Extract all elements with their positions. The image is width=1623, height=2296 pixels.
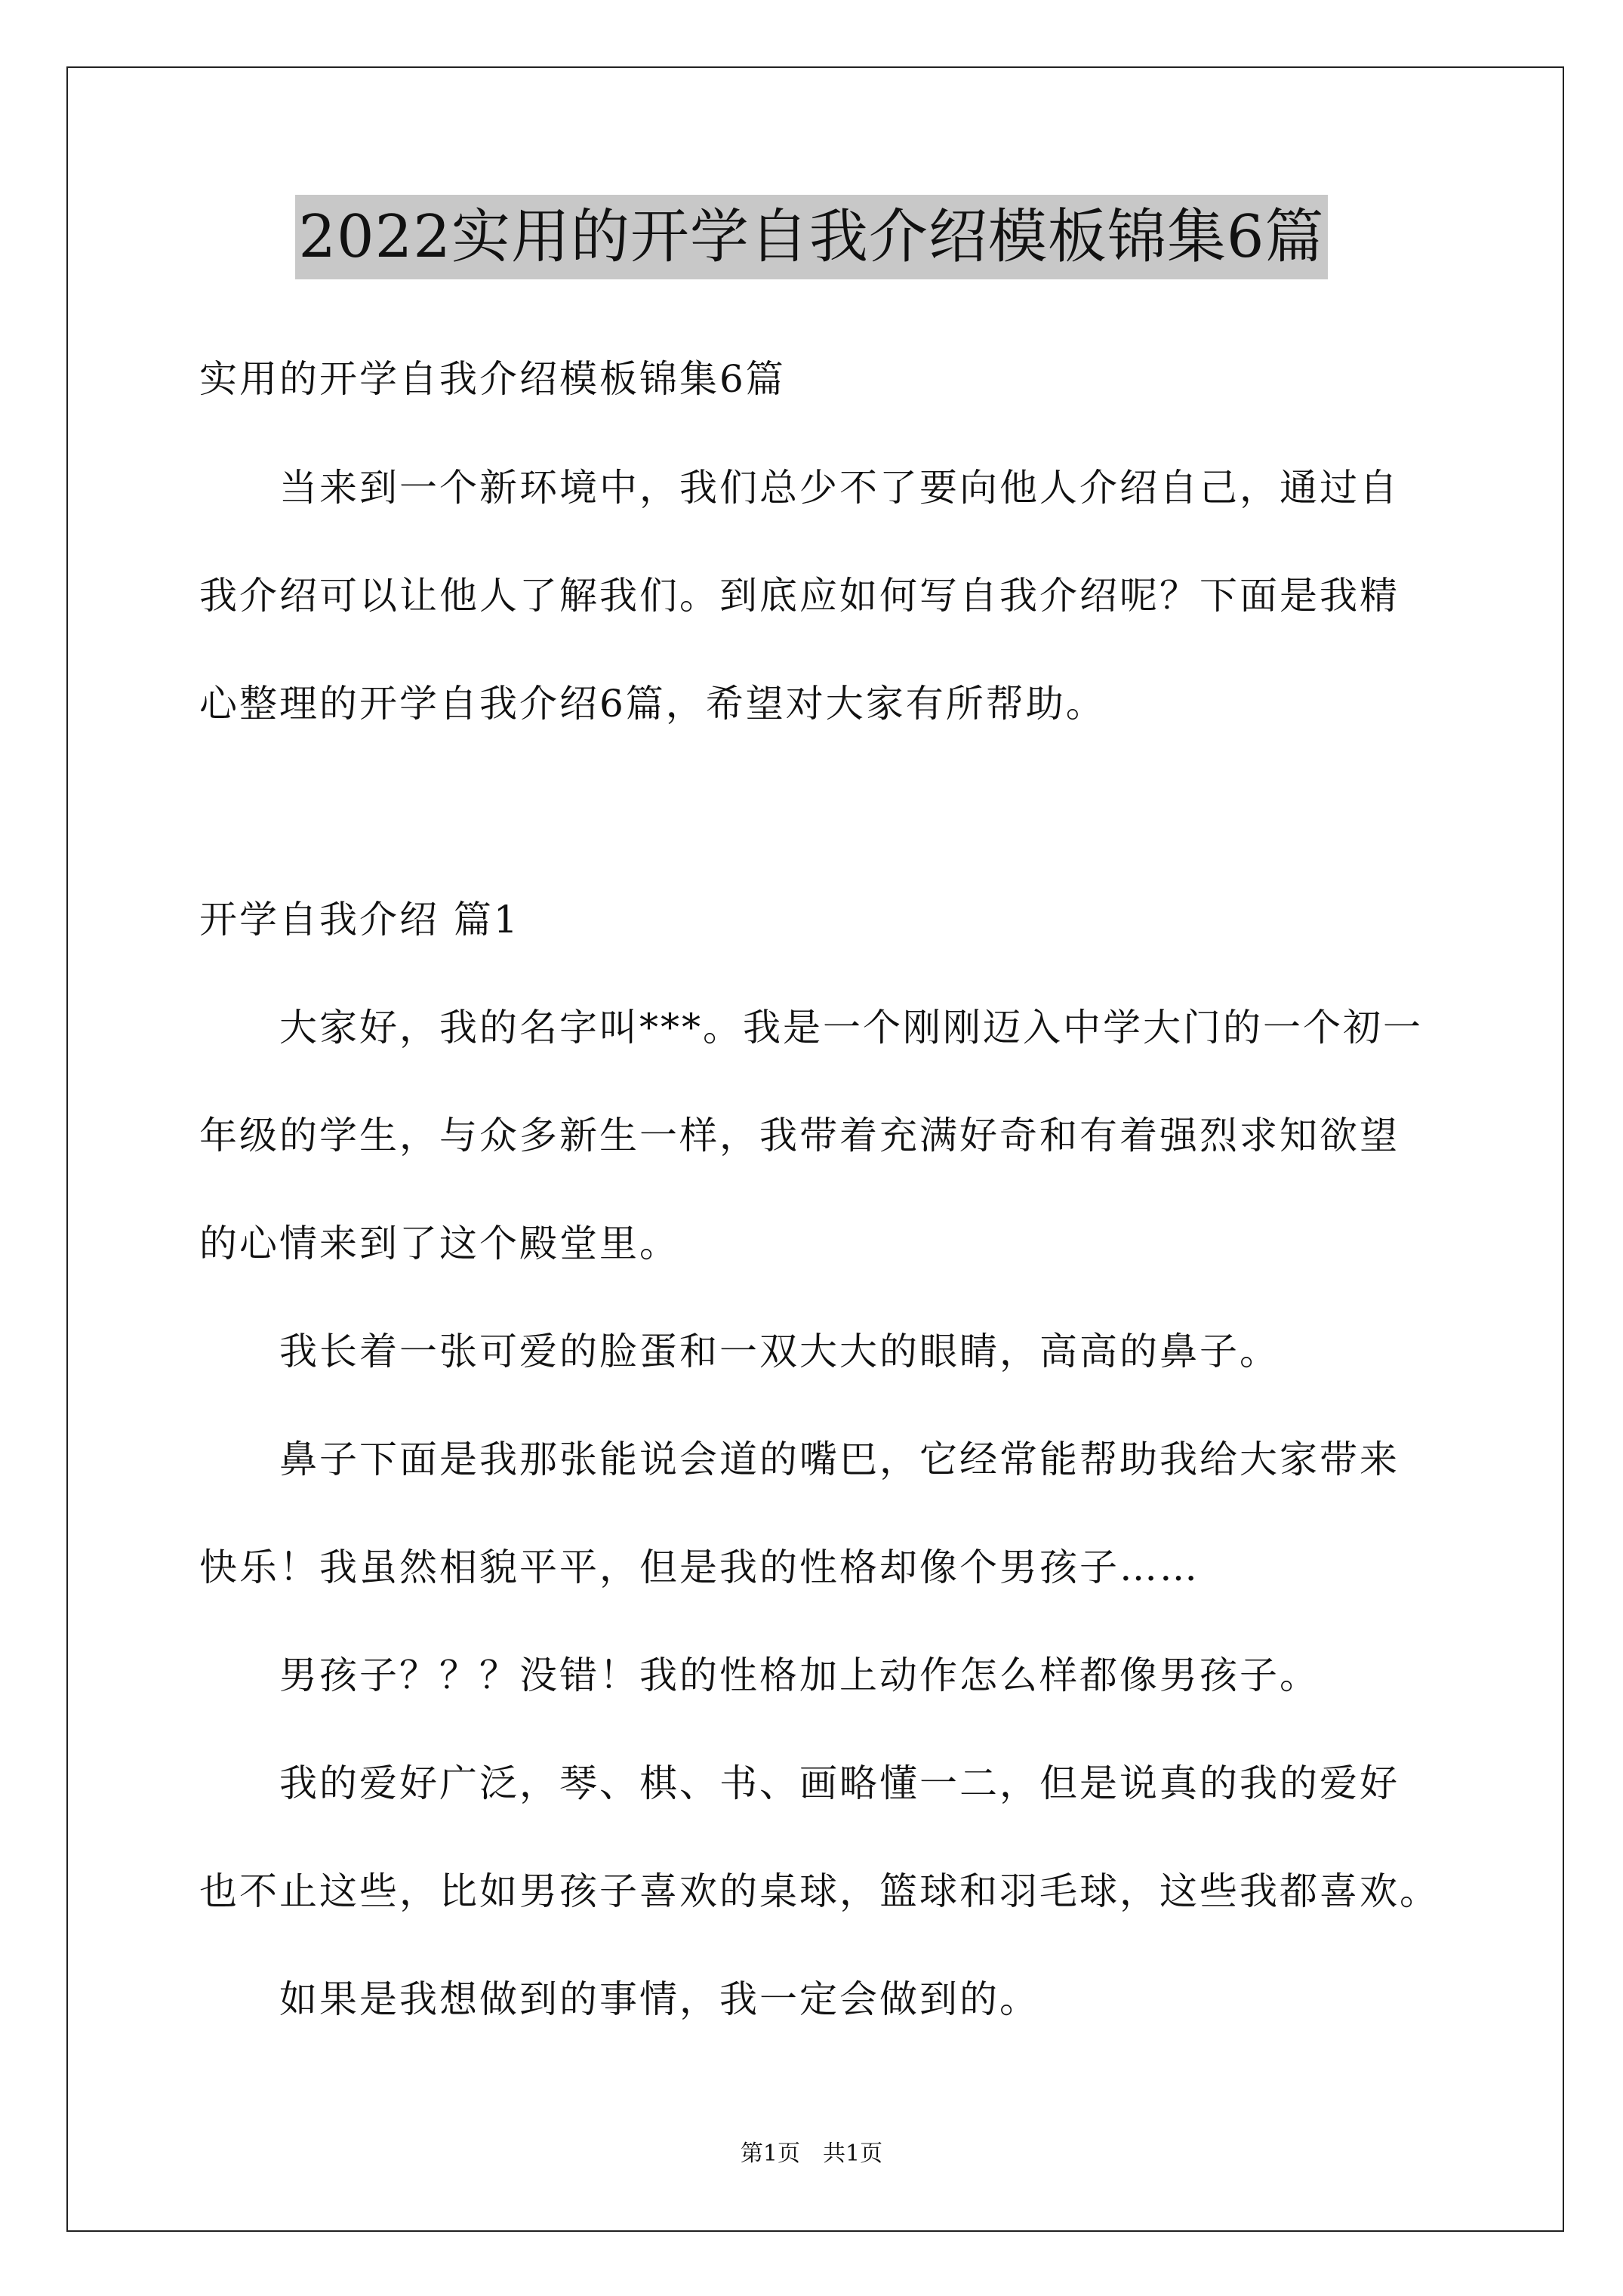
body-line: 年级的学生，与众多新生一样，我带着充满好奇和有着强烈求知欲望: [199, 1114, 1400, 1157]
title-container: [0, 195, 1623, 279]
document-title: 2022实用的开学自我介绍模板锦集6篇: [295, 195, 1327, 279]
body-line: 的心情来到了这个殿堂里。: [199, 1222, 679, 1265]
body-line: 快乐！我虽然相貌平平，但是我的性格却像个男孩子……: [199, 1546, 1200, 1589]
intro-line: 我介绍可以让他人了解我们。到底应如何写自我介绍呢？下面是我精: [199, 574, 1400, 618]
body-line: 我长着一张可爱的脸蛋和一双大大的眼睛，高高的鼻子。: [279, 1330, 1280, 1373]
intro-line: 心整理的开学自我介绍6篇，希望对大家有所帮助。: [199, 682, 1106, 726]
subtitle: 实用的开学自我介绍模板锦集6篇: [199, 357, 786, 401]
section-heading: 开学自我介绍 篇1: [199, 898, 520, 942]
body-line: 鼻子下面是我那张能说会道的嘴巴，它经常能帮助我给大家带来: [279, 1438, 1400, 1481]
body-line: 也不止这些，比如男孩子喜欢的桌球，篮球和羽毛球，这些我都喜欢。: [199, 1869, 1440, 1913]
body-line: 我的爱好广泛，琴、棋、书、画略懂一二，但是说真的我的爱好: [279, 1761, 1400, 1805]
page-footer: 第1页 共1页: [740, 2140, 883, 2167]
body-line: 如果是我想做到的事情，我一定会做到的。: [279, 1977, 1039, 2021]
body-line: 男孩子？？？没错！我的性格加上动作怎么样都像男孩子。: [279, 1653, 1320, 1697]
intro-line: 当来到一个新环境中，我们总少不了要向他人介绍自己，通过自: [279, 466, 1400, 510]
body-line: 大家好，我的名字叫***。我是一个刚刚迈入中学大门的一个初一: [279, 1006, 1423, 1049]
